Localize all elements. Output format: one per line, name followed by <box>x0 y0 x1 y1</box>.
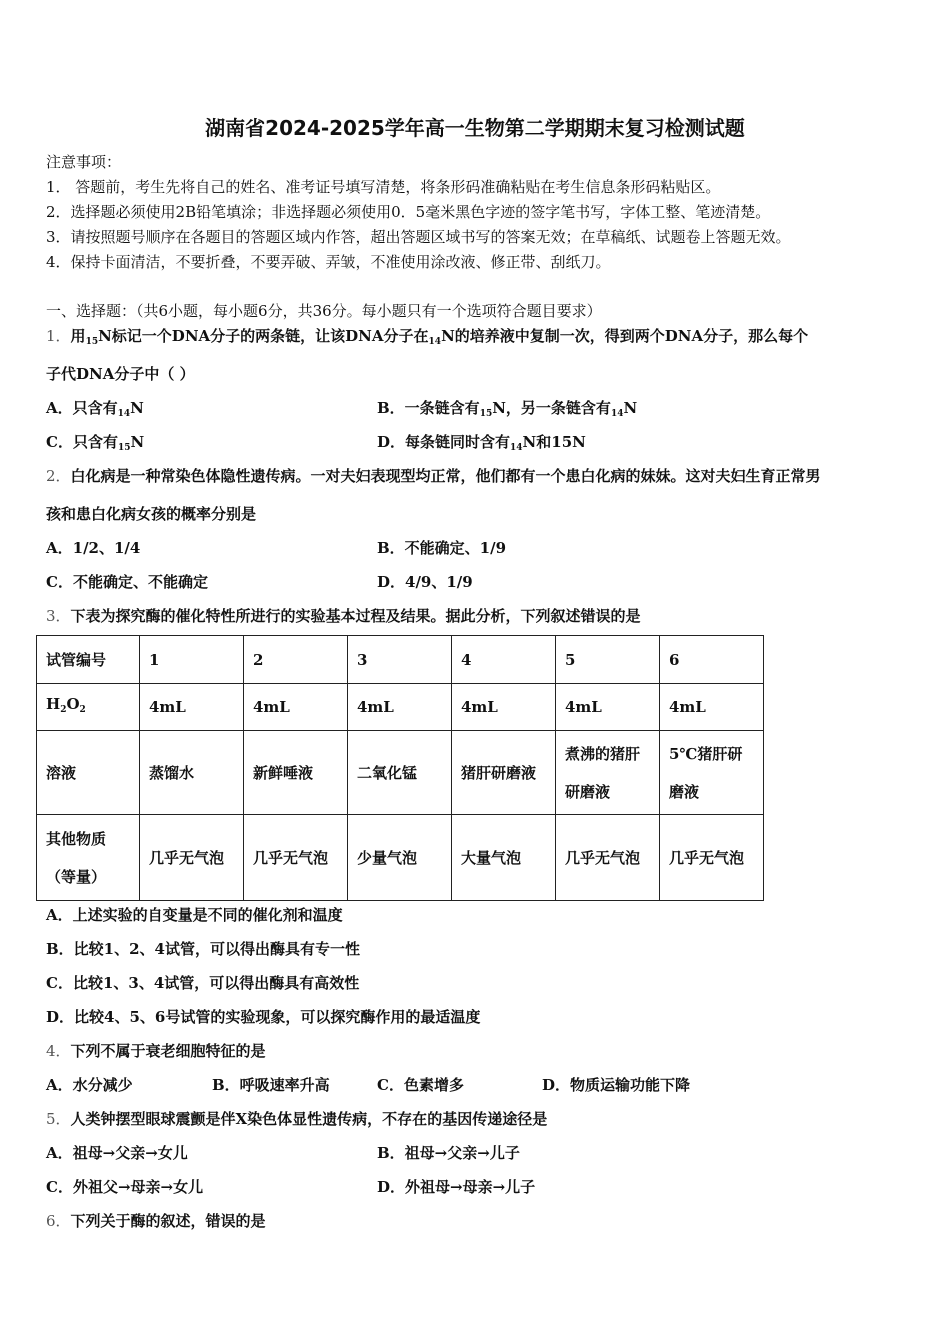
question-5-stem: 5．人类钟摆型眼球震颤是伴X染色体显性遗传病，不存在的基因传递途径是 <box>46 1110 548 1128</box>
q2-option-c: C．不能确定、不能确定 <box>46 573 208 591</box>
q2-option-a: A．1/2、1/4 <box>46 539 141 557</box>
q4-option-b: B．呼吸速率升高 <box>212 1076 330 1094</box>
q4-option-a: A．水分减少 <box>46 1076 133 1094</box>
question-number: 1． <box>46 327 71 345</box>
q5-option-b: B．祖母→父亲→儿子 <box>377 1144 520 1162</box>
notice-item-1: 1． 答题前，考生先将自己的姓名、准考证号填写清楚，将条形码准确粘贴在考生信息条形码粘贴区。 <box>46 178 721 196</box>
h2o2-label: $H_2O_2$ <box>37 684 140 731</box>
q1-option-a: A．只含有$_{14}$N <box>46 399 144 419</box>
q4-option-d: D．物质运输功能下降 <box>542 1076 691 1094</box>
q4-option-c: C．色素增多 <box>377 1076 464 1094</box>
experiment-table <box>36 635 764 901</box>
q2-option-b: B．不能确定、1/9 <box>377 539 507 557</box>
section-heading: 一、选择题：（共6小题，每小题6分，共36分。每小题只有一个选项符合题目要求） <box>46 302 602 320</box>
q5-option-c: C．外祖父→母亲→女儿 <box>46 1178 204 1196</box>
q3-option-d: D．比较4、5、6号试管的实验现象，可以探究酶作用的最适温度 <box>46 1008 481 1026</box>
q3-option-b: B．比较1、2、4试管，可以得出酶具有专一性 <box>46 940 360 958</box>
question-3-stem: 3．下表为探究酶的催化特性所进行的实验基本过程及结果。据此分析，下列叙述错误的是 <box>46 607 641 625</box>
q5-option-a: A．祖母→父亲→女儿 <box>46 1144 188 1162</box>
q3-option-c: C．比较1、3、4试管，可以得出酶具有高效性 <box>46 974 360 992</box>
q2-option-d: D．4/9、1/9 <box>377 573 473 591</box>
table-row: $H_2O_2$ 4mL 4mL 4mL 4mL 4mL 4mL <box>37 684 764 731</box>
question-2-stem: 2．白化病是一种常染色体隐性遗传病。一对夫妇表现型均正常，他们都有一个患白化病的妹妹。这对夫妇生育正常男 <box>46 467 821 485</box>
notice-item-2: 2．选择题必须使用2B铅笔填涂；非选择题必须使用0．5毫米黑色字迹的签字笔书写，字体工整、笔迹清楚。 <box>46 203 771 221</box>
q1-option-d: D．每条链同时含有$_{14}$N和15N <box>377 433 586 453</box>
q3-option-a: A．上述实验的自变量是不同的催化剂和温度 <box>46 906 343 924</box>
notice-heading: 注意事项： <box>46 153 122 171</box>
q1-option-c: C．只含有$_{15}$N <box>46 433 145 453</box>
table-row: 试管编号 1 2 3 4 5 6 <box>37 636 764 684</box>
notice-item-4: 4．保持卡面清洁，不要折叠，不要弄破、弄皱，不准使用涂改液、修正带、刮纸刀。 <box>46 253 611 271</box>
question-2-stem-line2: 孩和患白化病女孩的概率分别是 <box>46 505 257 523</box>
question-1-stem-line2: 子代DNA分子中（ ） <box>46 365 195 383</box>
q1-option-b: B．一条链含有$_{15}$N，另一条链含有$_{14}$N <box>377 399 638 419</box>
question-6-stem: 6．下列关于酶的叙述，错误的是 <box>46 1212 266 1230</box>
notice-item-3: 3．请按照题号顺序在各题目的答题区域内作答，超出答题区域书写的答案无效；在草稿纸、试题卷上答题无效。 <box>46 228 791 246</box>
table-row: 其他物质 （等量） 几乎无气泡 几乎无气泡 少量气泡 大量气泡 几乎无气泡 几乎无气泡 <box>37 815 764 901</box>
q5-option-d: D．外祖母→母亲→儿子 <box>377 1178 536 1196</box>
question-4-stem: 4．下列不属于衰老细胞特征的是 <box>46 1042 266 1060</box>
question-1-stem: 1．用$_{15}$N标记一个DNA分子的两条链，让该DNA分子在$_{14}$N的培养液中复制一次，得到两个DNA分子，那么每个 <box>46 327 809 347</box>
table-row: 溶液 蒸馏水 新鲜唾液 二氧化锰 猪肝研磨液 煮沸的猪肝 研磨液 5℃猪肝研 磨液 <box>37 731 764 815</box>
page-title: 湖南省2024-2025学年高一生物第二学期期末复习检测试题 <box>205 116 745 140</box>
